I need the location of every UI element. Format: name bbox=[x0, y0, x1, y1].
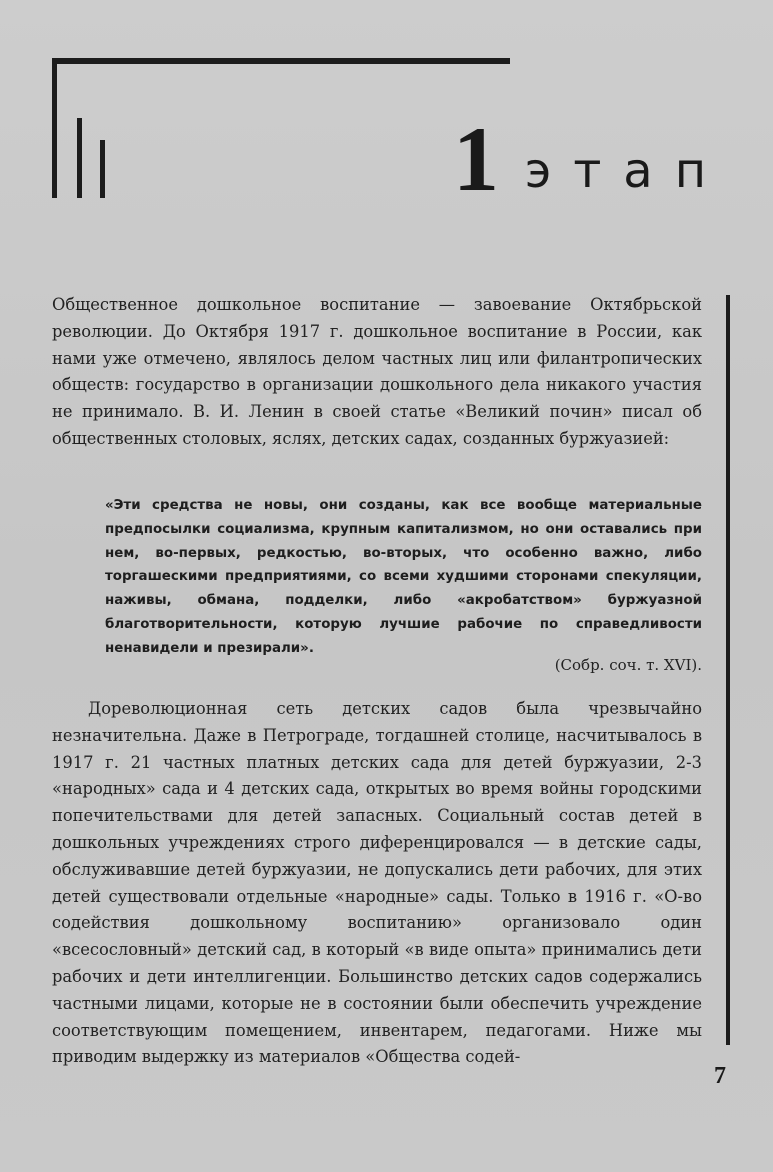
chapter-title: этап bbox=[525, 143, 729, 199]
decorative-right-rule bbox=[726, 295, 730, 1045]
decorative-bar bbox=[77, 118, 82, 198]
paragraph-intro: Общественное дошкольное воспитание — завоевание Октябрьской революции. До Октября 1917 г. дошкольное воспитание в России, как нами уже отмечено, являлось делом частных лиц или филантропических обществ: государство в организации дошкольного дела никакого участия не принимало. В. И. Ленин в своей статье «Великий почин» писал об общественных столовых, яслях, детских садах, созданных буржуазией: bbox=[52, 295, 702, 448]
chapter-number: 1 bbox=[453, 108, 499, 210]
lenin-quote: «Эти средства не новы, они созданы, как все вообще материальные предпосылки социализма, крупным капитализмом, но они оставались при нем, во-первых, редкостью, во-вторых, что особенно важно, либо торгашескими предприятиями, со всеми худшими сторонами спекуляции, наживы, обмана, подделки, либо «акробатством» буржуазной благотворительности, которую лучшие рабочие по справедливости ненавидели и презирали». bbox=[105, 498, 702, 656]
chapter-heading bbox=[445, 108, 735, 210]
decorative-left-rule bbox=[52, 58, 57, 198]
paragraph-body: Дореволюционная сеть детских садов была чрезвычайно незначительна. Даже в Петрограде, тогдашней столице, насчитывалось в 1917 г. 21 частных платных детских сада для детей буржуазии, 2-3 «народных» сада и 4 детских сада, открытых во время войны городскими попечительствами для детей запасных. Социальный состав детей в дошкольных учреждениях строго диференцировался — в детские сады, обслуживавшие детей буржуазии, не допускались дети рабочих, для этих детей существовали отдельные «народные» сады. Только в 1916 г. «О-во содействия дошкольному воспитанию» организовало один «всесословный» детский сад, в который «в виде опыта» принимались дети рабочих и дети интеллигенции. Большинство детских садов содержались частными лицами, которые не в состоянии были обеспечить учреждение соответствующим помещением, инвентарем, педагогами. Ниже мы приводим выдержку из материалов «Общества содей- bbox=[52, 699, 702, 1067]
decorative-bar bbox=[100, 140, 105, 198]
page-number: 7 bbox=[714, 1063, 726, 1089]
decorative-top-rule bbox=[52, 58, 510, 64]
quote-citation: (Собр. соч. т. XVI). bbox=[554, 656, 702, 674]
